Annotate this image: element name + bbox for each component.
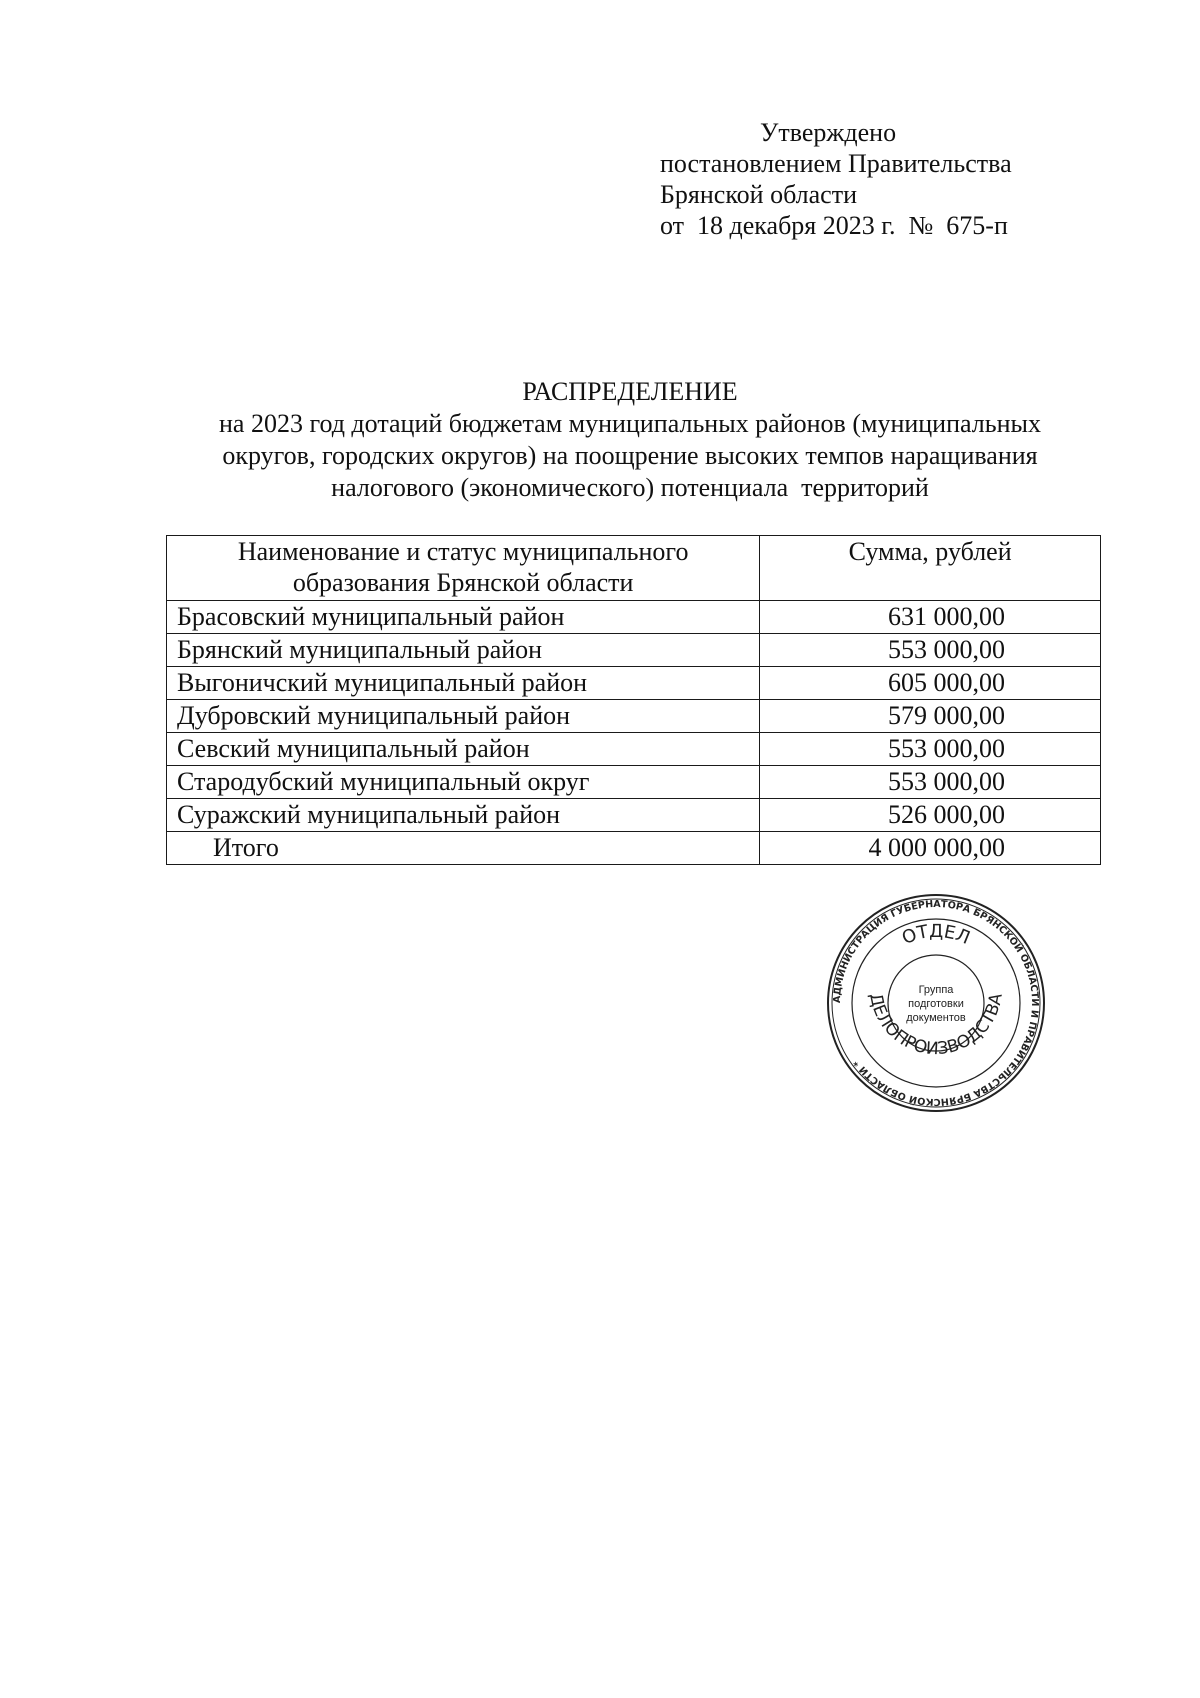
title-heading: РАСПРЕДЕЛЕНИЕ [522, 377, 738, 406]
title-line-3: налогового (экономического) потенциала территорий [331, 473, 929, 502]
header-name-line-2: образования Брянской области [292, 568, 634, 597]
stamp-center-line-3: документов [906, 1012, 966, 1024]
row-sum: 553 000,00 [760, 766, 1101, 799]
approval-line-3: Брянской области [660, 180, 857, 209]
row-name: Севский муниципальный район [167, 733, 760, 766]
stamp-top-word-path: ОТДЕЛ [899, 920, 973, 949]
total-sum: 4 000 000,00 [760, 832, 1101, 865]
stamp-outer-text-path: АДМИНИСТРАЦИЯ ГУБЕРНАТОРА БРЯНСКОЙ ОБЛАСТИ И ПРАВИТЕЛЬСТВА БРЯНСКОЙ ОБЛАСТИ * [831, 898, 1041, 1108]
row-name: Суражский муниципальный район [167, 799, 760, 832]
table-row [167, 601, 1101, 634]
header-sum-label: Сумма, рублей [848, 537, 1012, 566]
row-name: Дубровский муниципальный район [167, 700, 760, 733]
stamp-ring-word-path: ДЕЛОПРОИЗВОДСТВА [865, 991, 1007, 1060]
table-row [167, 667, 1101, 700]
stamp-top-word [899, 921, 973, 949]
row-sum: 579 000,00 [760, 700, 1101, 733]
header-sum-cell [760, 536, 1101, 601]
official-stamp [826, 893, 1046, 1113]
total-label: Итого [167, 832, 760, 865]
approval-line-4: от 18 декабря 2023 г. № 675-п [660, 211, 1008, 240]
row-sum: 631 000,00 [760, 601, 1101, 634]
row-name: Выгоничский муниципальный район [167, 667, 760, 700]
table-row [167, 733, 1101, 766]
row-name: Брянский муниципальный район [167, 634, 760, 667]
table-row [167, 799, 1101, 832]
approval-block [660, 117, 1012, 241]
header-name-cell [167, 536, 760, 601]
distribution-table [166, 535, 1101, 865]
row-sum: 526 000,00 [760, 799, 1101, 832]
table-row [167, 700, 1101, 733]
table-row [167, 766, 1101, 799]
title-line-1: на 2023 год дотаций бюджетам муниципальных районов (муниципальных [218, 409, 1041, 438]
stamp-center-line-2: подготовки [908, 998, 964, 1010]
approval-line-2: постановлением Правительства [660, 149, 1012, 178]
title-line-2: округов, городских округов) на поощрение высоких темпов наращивания [222, 441, 1038, 470]
row-sum: 553 000,00 [760, 733, 1101, 766]
row-sum: 553 000,00 [760, 634, 1101, 667]
header-name-line-1: Наименование и статус муниципального [237, 537, 689, 566]
table-total-row [167, 832, 1101, 865]
row-name: Брасовский муниципальный район [167, 601, 760, 634]
row-sum: 605 000,00 [760, 667, 1101, 700]
document-title [170, 376, 1090, 504]
stamp-center-line-1: Группа [918, 984, 954, 996]
table-header-row [167, 536, 1101, 601]
approval-line-1: Утверждено [760, 118, 897, 147]
table-row [167, 634, 1101, 667]
row-name: Стародубский муниципальный округ [167, 766, 760, 799]
